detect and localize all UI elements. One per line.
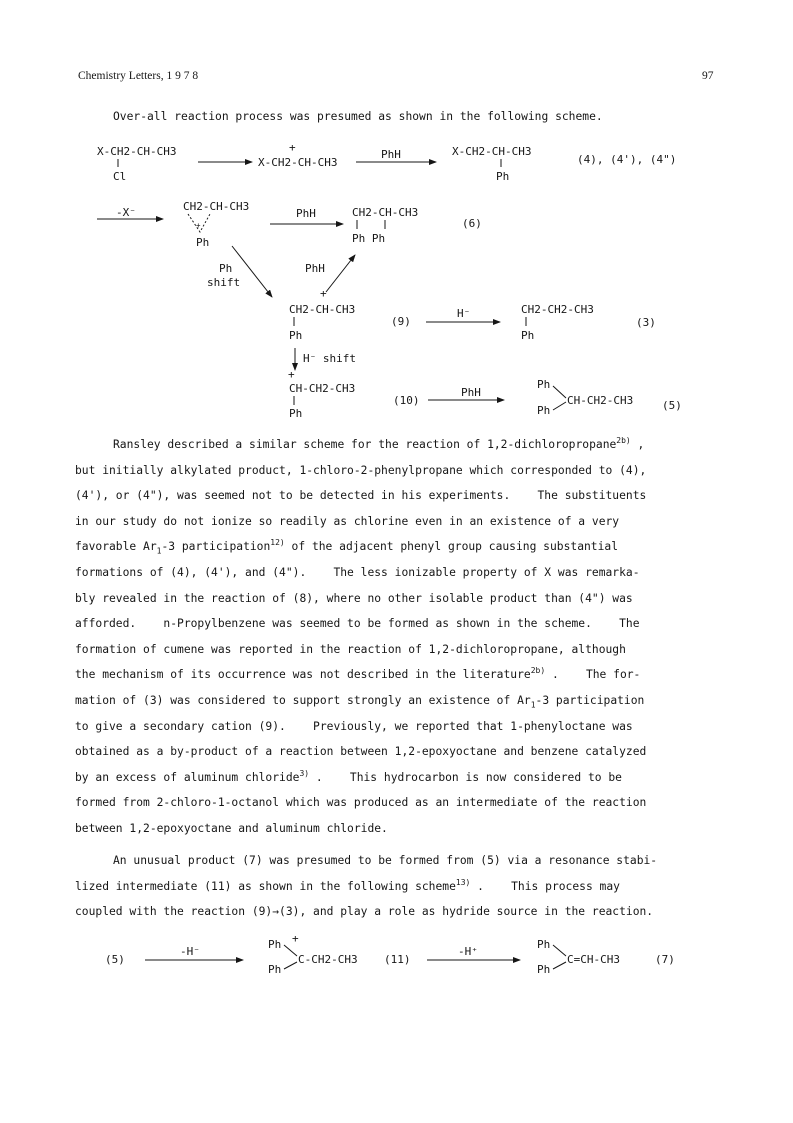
svg-text:+: +: [292, 932, 299, 945]
text-line: (4'), or (4"), was seemed not to be detected in his experiments. The substituents: [75, 489, 647, 503]
svg-text:-H⁻: -H⁻: [180, 945, 200, 958]
product-4-phenyl: Ph: [496, 170, 510, 183]
svg-text:shift: shift: [207, 276, 241, 289]
svg-text:PhH: PhH: [296, 207, 316, 220]
svg-text:PhH: PhH: [305, 262, 325, 275]
text-line: between 1,2-epoxyoctane and aluminum chloride.: [75, 821, 388, 835]
svg-text:Ph: Ph: [219, 262, 233, 275]
text-line: obtained as a by-product of a reaction between 1,2-epoxyoctane and benzene catalyzed: [75, 745, 647, 759]
text-line: bly revealed in the reaction of (8), where no other isolable product than (4") was: [75, 591, 633, 605]
carbocation-a: X-CH2-CH-CH3: [258, 156, 338, 169]
cation-9-label: (9): [391, 315, 411, 328]
product-4-labels: (4), (4'), (4"): [577, 153, 677, 166]
svg-text:+: +: [320, 287, 327, 300]
svg-text:PhH: PhH: [461, 386, 481, 399]
product-6: CH2-CH-CH3: [352, 206, 419, 219]
product-5: CH-CH2-CH3: [567, 394, 634, 407]
text-line: formation of cumene was reported in the reaction of 1,2-dichloropropane, although: [75, 642, 626, 656]
text-line: formed from 2-chloro-1-octanol which was produced as an intermediate of the reaction: [75, 796, 647, 810]
text-line: to give a secondary cation (9). Previously, we reported that 1-phenyloctane was: [75, 719, 633, 733]
product-5-label: (5): [662, 399, 682, 412]
svg-text:Ph: Ph: [537, 963, 551, 976]
cation-9: CH2-CH-CH3: [289, 303, 356, 316]
chloride-reactant: X-CH2-CH-CH3: [97, 145, 177, 158]
phenonium-phenyl: Ph: [196, 236, 210, 249]
svg-text:Ph: Ph: [537, 404, 551, 417]
cation-10: CH-CH2-CH3: [289, 382, 356, 395]
product-3: CH2-CH2-CH3: [521, 303, 594, 316]
paragraph-1: [75, 432, 735, 842]
product-7: C=CH-CH3: [567, 953, 620, 966]
svg-text:H⁻ shift: H⁻ shift: [303, 352, 356, 365]
text-line: in our study do not ionize so readily as chlorine even in an existence of a very: [75, 514, 620, 528]
svg-text:Ph: Ph: [537, 378, 551, 391]
svg-text:H⁻: H⁻: [457, 307, 471, 320]
product-3-phenyl: Ph: [521, 329, 535, 342]
reagent-label: PhH: [381, 148, 401, 161]
product-7-label: (7): [655, 953, 675, 966]
cation-10-phenyl: Ph: [289, 407, 303, 420]
text-line: Ransley described a similar scheme for the reaction of 1,2-dichloropropane$^{2b)}$ ,: [113, 436, 645, 451]
text-line: favorable $Ar_1-3$ participation$^{12)}$ of the adjacent phenyl group causing substantial: [75, 538, 618, 556]
text-line: coupled with the reaction (9)→(3), and play a role as hydride source in the reaction.: [75, 905, 654, 919]
product-6-label: (6): [462, 217, 482, 230]
running-header: Chemistry Letters, 1 9 7 8: [78, 70, 199, 82]
paragraph-2: [75, 848, 735, 925]
scheme-intro: Over-all reaction process was presumed as shown in the following scheme.: [113, 110, 603, 123]
text-line: formations of (4), (4'), and (4"). The less ionizable property of X was remarka-: [75, 565, 640, 579]
svg-text:+: +: [196, 221, 201, 230]
text-line: An unusual product (7) was presumed to be formed from (5) via a resonance stabi-: [113, 854, 658, 867]
svg-text:+: +: [288, 368, 295, 381]
product-3-label: (3): [636, 316, 656, 329]
svg-text:Ph: Ph: [537, 938, 551, 951]
product-4: X-CH2-CH-CH3: [452, 145, 532, 158]
scheme2-start: (5): [105, 953, 125, 966]
svg-text:Ph: Ph: [268, 963, 282, 976]
page-number: 97: [702, 70, 714, 82]
text-line: by an excess of aluminum chloride$^{3)}$ . This hydrocarbon is now considered to be: [75, 768, 622, 784]
svg-text:+: +: [289, 141, 296, 154]
text-line: afforded. n-Propylbenzene was seemed to be formed as shown in the scheme. The: [75, 617, 640, 631]
cation-11-label: (11): [384, 953, 411, 966]
phenonium-ion: CH2-CH-CH3: [183, 200, 250, 213]
text-line: lized intermediate (11) as shown in the following scheme$^{13)}$ . This process may: [75, 877, 620, 893]
loss-of-x: -X⁻: [116, 206, 136, 219]
cation-10-label: (10): [393, 394, 420, 407]
cation-11: C-CH2-CH3: [298, 953, 358, 966]
svg-text:-H⁺: -H⁺: [458, 945, 478, 958]
svg-text:Ph: Ph: [268, 938, 282, 951]
text-line: but initially alkylated product, 1-chloro-2-phenylpropane which corresponded to (4),: [75, 463, 647, 477]
text-line: mation of (3) was considered to support strongly an existence of $Ar_1-3$ participation: [75, 693, 645, 710]
cation-9-phenyl: Ph: [289, 329, 303, 342]
product-6-phenyls: Ph Ph: [352, 232, 386, 245]
chlorine-substituent: Cl: [113, 170, 127, 183]
text-line: the mechanism of its occurrence was not described in the literature$^{2b)}$ . The for-: [75, 666, 641, 682]
